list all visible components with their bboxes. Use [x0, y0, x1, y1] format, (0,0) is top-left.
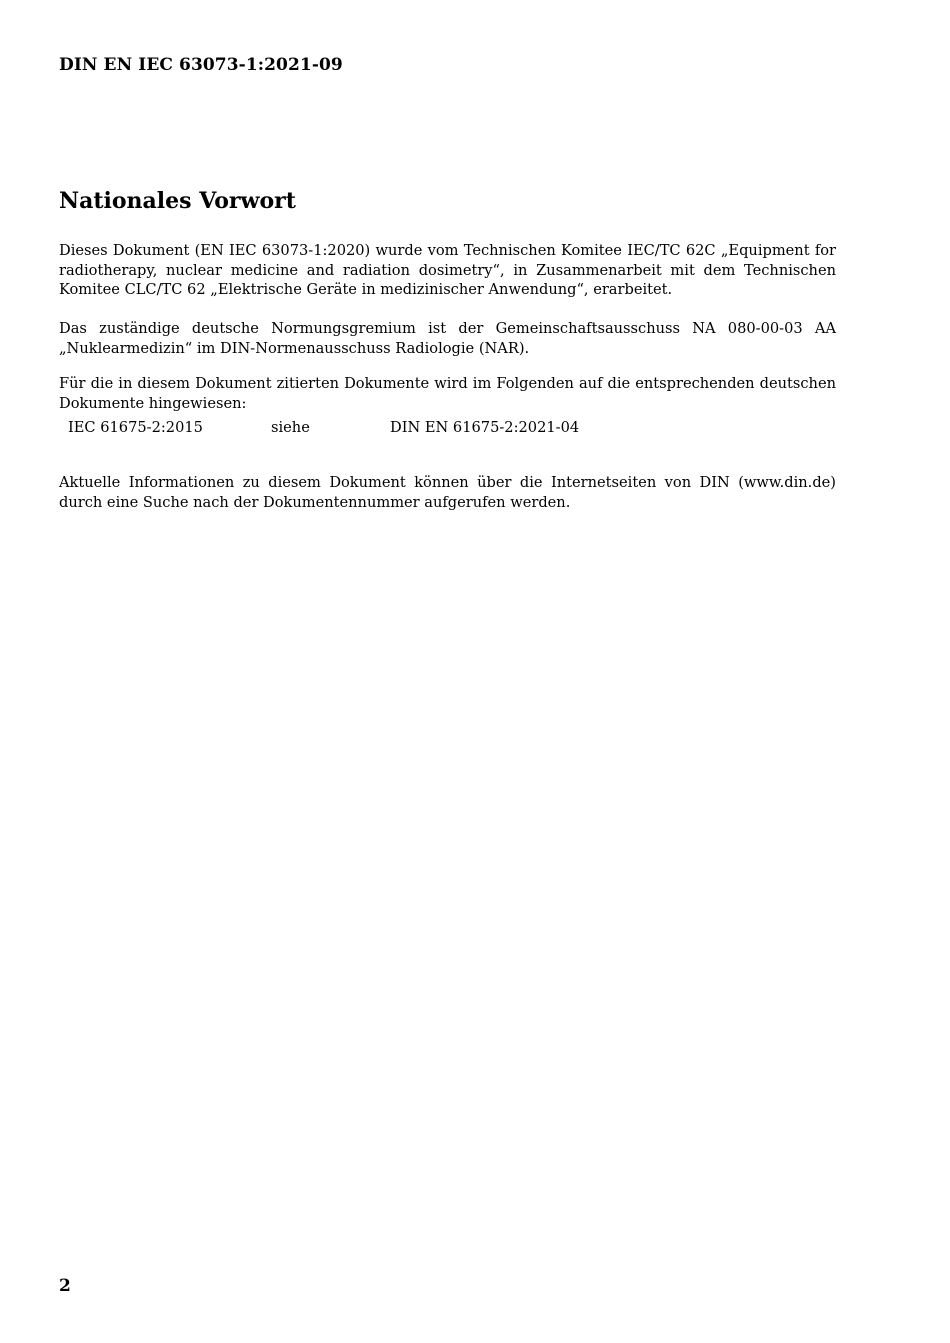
page-number: 2: [59, 1276, 71, 1296]
paragraph-committee: Dieses Dokument (EN IEC 63073-1:2020) wurde vom Technischen Komitee IEC/TC 62C „Equipment for radiotherapy, nuclear medicine and radiation dosimetry“, in Zusammenarbeit mit dem Technischen Komitee CLC/TC 62 „Elektrische Geräte in medizinischer Anwendung“, erarbeitet.: [59, 242, 836, 299]
reference-relation: siehe: [271, 419, 310, 436]
reference-target: DIN EN 61675-2:2021-04: [390, 419, 580, 436]
document-identifier: DIN EN IEC 63073-1:2021-09: [59, 55, 343, 75]
reference-source: IEC 61675-2:2015: [68, 419, 203, 436]
paragraph-current-info: Aktuelle Informationen zu diesem Dokument können über die Internetseiten von DIN (www.din.de) durch eine Suche nach der Dokumentennummer aufgerufen werden.: [59, 474, 836, 511]
paragraph-responsible-body: Das zuständige deutsche Normungsgremium ist der Gemeinschaftsausschuss NA 080-00-03 AA „Nuklearmedizin“ im DIN-Normenausschuss Radiologie (NAR).: [59, 320, 836, 357]
reference-row: [0, 418, 950, 438]
section-title: Nationales Vorwort: [59, 188, 296, 214]
paragraph-cited-documents: Für die in diesem Dokument zitierten Dokumente wird im Folgenden auf die entsprechenden deutschen Dokumente hingewiesen:: [59, 375, 836, 412]
